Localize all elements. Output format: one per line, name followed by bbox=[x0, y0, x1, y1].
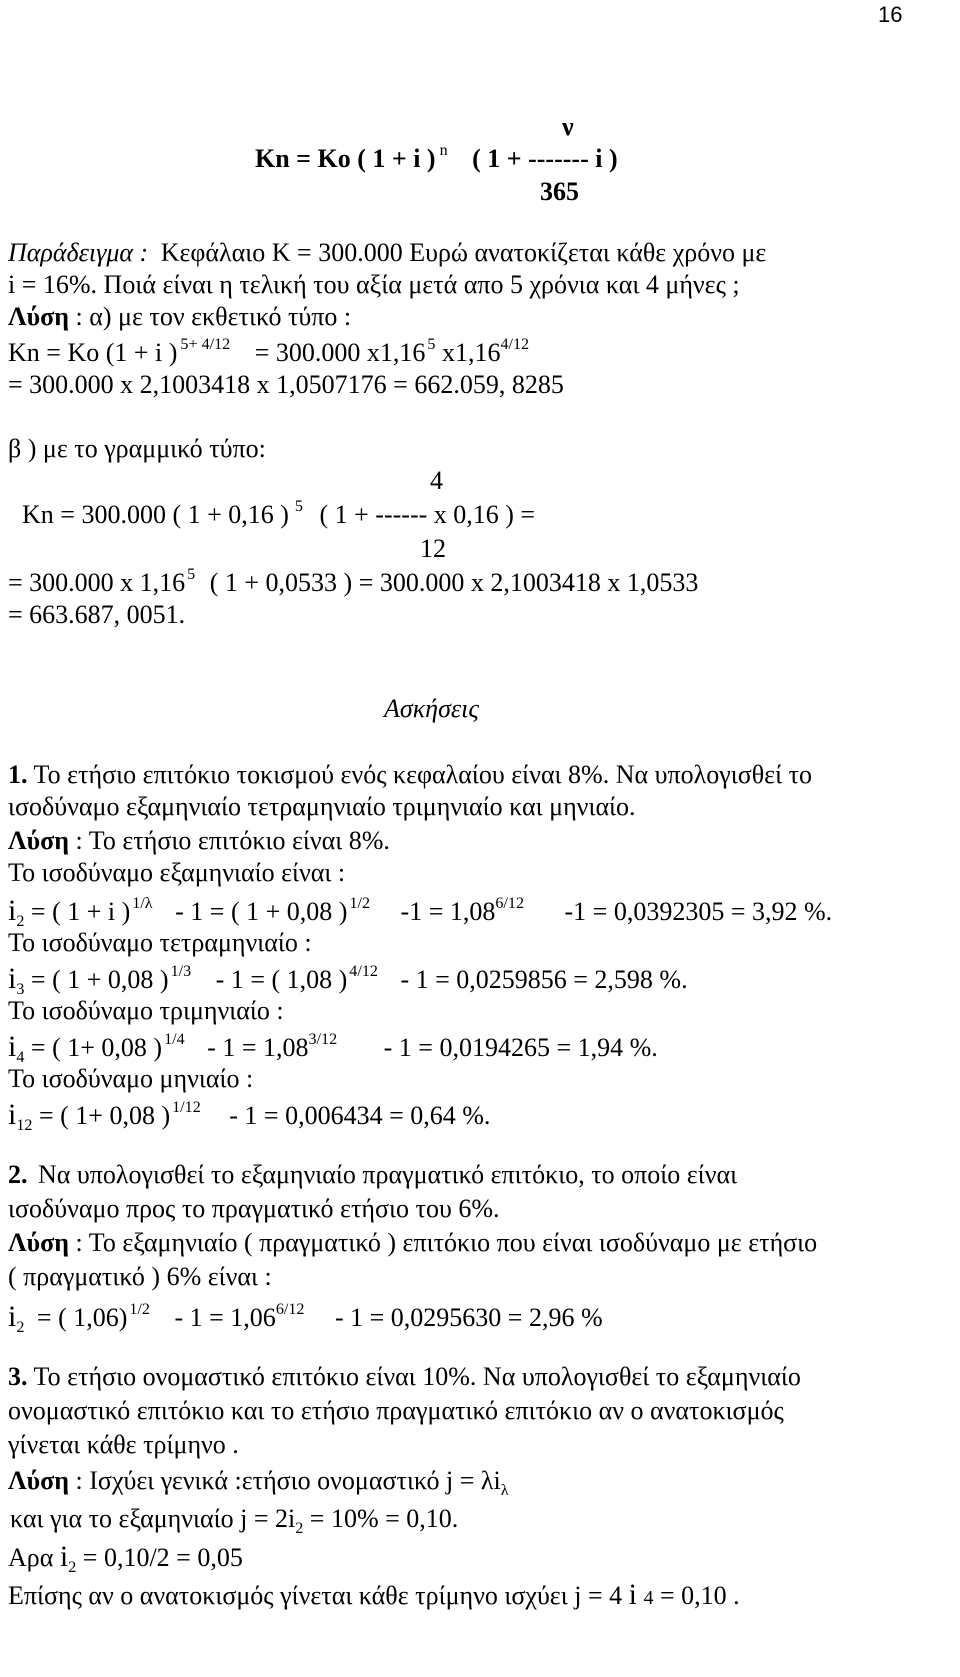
i3-i: i bbox=[8, 962, 17, 995]
i4-sup1: 1/4 bbox=[164, 1030, 185, 1048]
ex3-line-2: ονομαστικό επιτόκιο και το ετήσιο πραγματικό επιτόκιο αν ο ανατοκισμός bbox=[8, 1396, 784, 1425]
frac-denominator: 12 bbox=[420, 534, 446, 563]
exercises-title: Ασκήσεις bbox=[384, 694, 479, 723]
ex1-line-2: ισοδύναμο εξαμηνιαίο τετραμηνιαίο τριμηνιαίο και μηνιαίο. bbox=[8, 792, 636, 821]
ex2-eq-b: - 1 = 1,06 bbox=[174, 1303, 276, 1332]
ex3-line2-sub: 2 bbox=[295, 1519, 304, 1537]
ex1-eq-i3 bbox=[8, 962, 688, 997]
ex3-line4-sub: 4 bbox=[643, 1587, 654, 1609]
i2-i: i bbox=[8, 894, 17, 927]
ex3-line4-a: Επίσης αν ο ανατοκισμός γίνεται κάθε τρίμηνο ισχύει j = 4 bbox=[8, 1581, 623, 1610]
example-eq-3 bbox=[22, 497, 536, 530]
ex1-text-1: Το ετήσιο επιτόκιο τοκισμού ενός κεφαλαίου είναι 8%. Να υπολογισθεί το bbox=[33, 760, 813, 789]
i2-sub: 2 bbox=[16, 912, 25, 930]
i4-b: - 1 = 1,08 bbox=[207, 1033, 309, 1062]
ex1-solution-label: Λύση bbox=[8, 826, 70, 855]
eq4-sup: 5 bbox=[187, 565, 196, 583]
ex2-eq-sup2: 6/12 bbox=[275, 1300, 305, 1318]
i3-sup1: 1/3 bbox=[170, 962, 192, 980]
ex1-solution-text: : Το ετήσιο επιτόκιο είναι 8%. bbox=[75, 826, 390, 855]
eq3-sup: 5 bbox=[294, 497, 303, 515]
formula-right: ( 1 + ------- i ) bbox=[472, 144, 618, 173]
ex1-number: 1. bbox=[8, 760, 28, 789]
ex3-line3-sub: 2 bbox=[68, 1558, 77, 1576]
ex2-number: 2. bbox=[8, 1160, 28, 1189]
ex1-eq-i12 bbox=[8, 1098, 490, 1133]
solution-a-text: : α) με τον εκθετικό τύπο : bbox=[75, 302, 352, 331]
frac-numerator: 4 bbox=[430, 466, 443, 495]
i3-c: - 1 = 0,0259856 = 2,598 %. bbox=[400, 965, 688, 994]
ex1-quad-label: Το ισοδύναμο τετραμηνιαίο : bbox=[8, 928, 312, 957]
formula-left: Kn = Ko ( 1 + i ) bbox=[255, 144, 436, 173]
ex3-line3-b: = 0,10/2 = 0,05 bbox=[82, 1543, 243, 1572]
ex2-eq-sup1: 1/2 bbox=[129, 1300, 150, 1318]
ex2-line-2: ισοδύναμο προς το πραγματικό ετήσιο του 6%. bbox=[8, 1194, 500, 1223]
ex3-solution bbox=[8, 1466, 509, 1499]
i2-sup2: 1/2 bbox=[349, 894, 371, 912]
formula-denominator: 365 bbox=[540, 177, 579, 206]
i4-i: i bbox=[8, 1030, 17, 1063]
ex1-semi-label: Το ισοδύναμο εξαμηνιαίο είναι : bbox=[8, 858, 346, 887]
ex3-line-quarter bbox=[8, 1578, 740, 1613]
ex2-eq bbox=[8, 1300, 603, 1335]
eq1-sup1: 5+ 4/12 bbox=[180, 335, 231, 353]
ex3-line3-a: Αρα bbox=[8, 1543, 54, 1572]
ex3-solution-a: : Ισχύει γενικά :ετήσιο ονομαστικό j = λi bbox=[75, 1466, 501, 1495]
example-beta: β ) με το γραμμικό τύπο: bbox=[8, 434, 266, 463]
ex3-solution-sub: λ bbox=[500, 1481, 509, 1499]
i12-i: i bbox=[8, 1098, 17, 1131]
ex3-solution-label: Λύση bbox=[8, 1466, 70, 1495]
ex3-line2-b: = 10% = 0,10. bbox=[309, 1504, 459, 1533]
ex1-eq-i4 bbox=[8, 1030, 658, 1065]
example-eq-1 bbox=[8, 335, 530, 368]
ex2-solution-2: ( πραγματικό ) 6% είναι : bbox=[8, 1262, 272, 1291]
ex3-line-3: γίνεται κάθε τρίμηνο . bbox=[8, 1430, 239, 1459]
i4-sub: 4 bbox=[16, 1048, 25, 1066]
i4-c: - 1 = 0,0194265 = 1,94 %. bbox=[383, 1033, 658, 1062]
ex2-solution-label: Λύση bbox=[8, 1228, 70, 1257]
i2-a: = ( 1 + i ) bbox=[30, 897, 131, 926]
i12-sub: 12 bbox=[16, 1116, 33, 1134]
i3-a: = ( 1 + 0,08 ) bbox=[30, 965, 169, 994]
i2-b: - 1 = ( 1 + 0,08 ) bbox=[175, 897, 348, 926]
ex2-eq-c: - 1 = 0,0295630 = 2,96 % bbox=[334, 1303, 603, 1332]
ex3-text-1: Το ετήσιο ονομαστικό επιτόκιο είναι 10%. Να υπολογισθεί το εξαμηνιαίο bbox=[33, 1362, 801, 1391]
example-eq-5: = 663.687, 0051. bbox=[8, 600, 186, 629]
i3-b: - 1 = ( 1,08 ) bbox=[215, 965, 348, 994]
i12-sup: 1/12 bbox=[172, 1098, 201, 1116]
eq4-b: ( 1 + 0,0533 ) = 300.000 x 2,1003418 x 1,0533 bbox=[209, 568, 699, 597]
ex3-line4-i: i bbox=[628, 1578, 637, 1611]
ex2-solution-text-1: : Το εξαμηνιαίο ( πραγματικό ) επιτόκιο που είναι ισοδύναμο με ετήσιο bbox=[75, 1228, 818, 1257]
solution-label: Λύση bbox=[8, 302, 70, 331]
ex2-eq-a: = ( 1,06) bbox=[36, 1303, 128, 1332]
ex1-line-1 bbox=[8, 760, 812, 790]
page-number: 16 bbox=[878, 2, 903, 27]
ex2-solution-1 bbox=[8, 1228, 817, 1258]
eq4-a: = 300.000 x 1,16 bbox=[8, 568, 186, 597]
ex3-line-ara bbox=[8, 1540, 243, 1575]
eq1-sup2: 5 bbox=[427, 335, 436, 353]
formula-top-nu: ν bbox=[562, 112, 574, 141]
eq3-b: ( 1 + ------ x 0,16 ) = bbox=[319, 500, 536, 529]
ex3-line2-a: και για το εξαμηνιαίο j = 2i bbox=[10, 1504, 296, 1533]
eq3-a: Kn = 300.000 ( 1 + 0,16 ) bbox=[22, 500, 289, 529]
example-solution-a bbox=[8, 302, 351, 332]
ex1-tri-label: Το ισοδύναμο τριμηνιαίο : bbox=[8, 996, 284, 1025]
i2-sup3: 6/12 bbox=[495, 894, 524, 912]
ex1-month-label: Το ισοδύναμο μηνιαίο : bbox=[8, 1064, 254, 1093]
ex2-line-1 bbox=[8, 1160, 737, 1190]
example-eq-2: = 300.000 x 2,1003418 x 1,0507176 = 662.059, 8285 bbox=[8, 370, 564, 399]
eq1-c: x1,16 bbox=[441, 338, 501, 367]
i2-sup1: 1/λ bbox=[132, 894, 153, 912]
i2-d: -1 = 0,0392305 = 3,92 %. bbox=[564, 897, 833, 926]
ex3-line-semi bbox=[10, 1504, 459, 1537]
ex2-eq-sub: 2 bbox=[16, 1318, 25, 1336]
formula-n-sup: n bbox=[439, 141, 448, 159]
eq1-b: = 300.000 x1,16 bbox=[254, 338, 426, 367]
example-text-1: Κεφάλαιο Κ = 300.000 Ευρώ ανατοκίζεται κάθε χρόνο με bbox=[160, 238, 767, 267]
ex3-number: 3. bbox=[8, 1362, 28, 1391]
example-eq-4 bbox=[8, 565, 699, 598]
ex1-eq-i2 bbox=[8, 894, 832, 929]
example-line-1 bbox=[8, 238, 766, 268]
i3-sup2: 4/12 bbox=[349, 962, 378, 980]
ex2-text-1: Να υπολογισθεί το εξαμηνιαίο πραγματικό επιτόκιο, το οποίο είναι bbox=[38, 1160, 738, 1189]
ex1-solution bbox=[8, 826, 390, 856]
i3-sub: 3 bbox=[16, 980, 25, 998]
i12-a: = ( 1+ 0,08 ) bbox=[38, 1101, 171, 1130]
i4-a: = ( 1+ 0,08 ) bbox=[30, 1033, 163, 1062]
i12-b: - 1 = 0,006434 = 0,64 %. bbox=[229, 1101, 491, 1130]
i4-sup2: 3/12 bbox=[308, 1030, 338, 1048]
ex2-i: i bbox=[8, 1300, 17, 1333]
example-line-2: i = 16%. Ποιά είναι η τελική του αξία μετά απο 5 χρόνια και 4 μήνες ; bbox=[8, 270, 740, 299]
ex3-line-1 bbox=[8, 1362, 801, 1392]
i2-c: -1 = 1,08 bbox=[400, 897, 496, 926]
eq1-sup3: 4/12 bbox=[500, 335, 530, 353]
ex3-line3-i: i bbox=[59, 1540, 69, 1573]
example-label: Παράδειγμα : bbox=[8, 238, 149, 267]
ex3-line4-b: = 0,10 . bbox=[659, 1581, 740, 1610]
eq1-a: Kn = Ko (1 + i ) bbox=[8, 338, 178, 367]
formula-line bbox=[255, 141, 618, 174]
